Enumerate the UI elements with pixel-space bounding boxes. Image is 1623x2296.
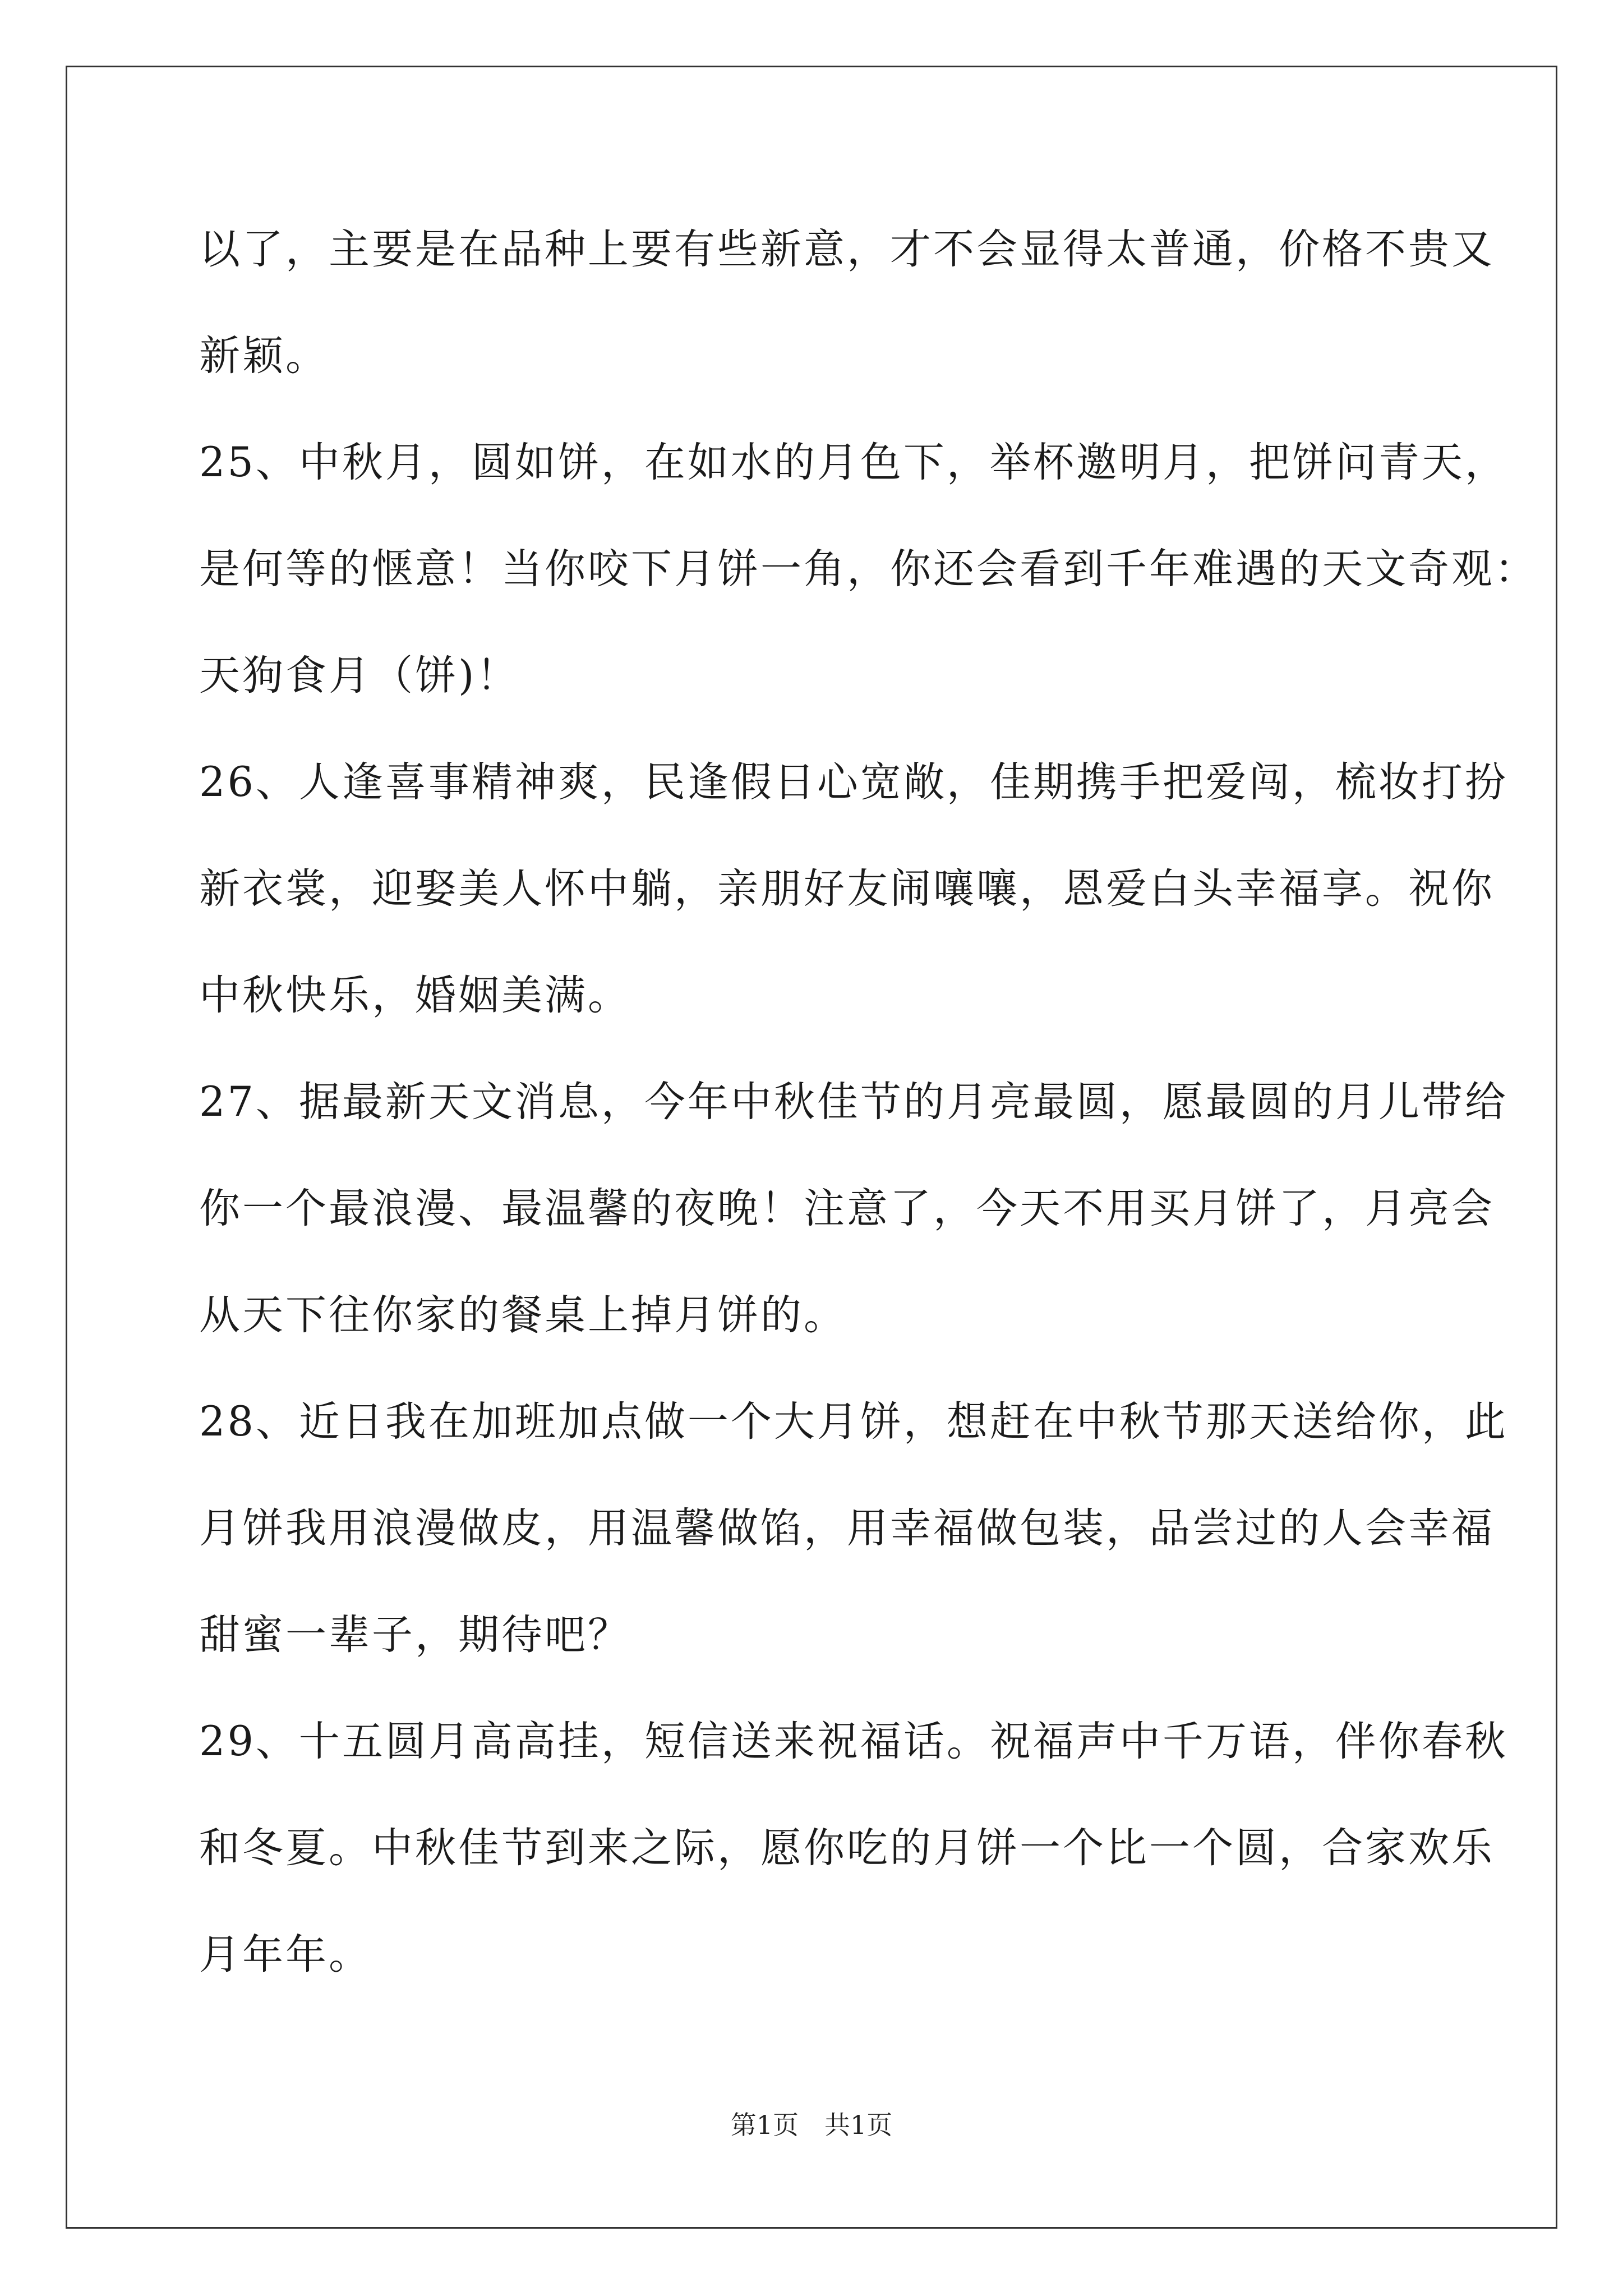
document-body (199, 216, 1538, 2028)
text-line: 是何等的惬意！当你咬下月饼一角，你还会看到千年难遇的天文奇观： (199, 545, 1538, 593)
page-number-current: 第1页 (730, 2110, 799, 2140)
text-line: 天狗食月（饼)！ (199, 652, 520, 700)
text-line: 28、近日我在加班加点做一个大月饼，想赶在中秋节那天送给你，此 (199, 1398, 1508, 1446)
text-line: 25、中秋月，圆如饼，在如水的月色下，举杯邀明月，把饼问青天， (199, 439, 1508, 486)
text-line: 26、人逢喜事精神爽，民逢假日心宽敞，佳期携手把爱闯，梳妆打扮 (199, 758, 1508, 806)
text-line: 新颖。 (199, 332, 329, 380)
page-footer (0, 2108, 1623, 2142)
text-line: 27、据最新天文消息，今年中秋佳节的月亮最圆，愿最圆的月儿带给 (199, 1078, 1508, 1126)
text-line: 月年年。 (199, 1931, 372, 1978)
page-number-total: 共1页 (824, 2110, 893, 2140)
text-line: 29、十五圆月高高挂，短信送来祝福话。祝福声中千万语，伴你春秋 (199, 1718, 1508, 1765)
text-line: 甜蜜一辈子，期待吧？ (199, 1611, 631, 1659)
text-line: 中秋快乐，婚姻美满。 (199, 972, 631, 1019)
text-line: 月饼我用浪漫做皮，用温馨做馅，用幸福做包装，品尝过的人会幸福 (199, 1504, 1495, 1552)
text-line: 和冬夏。中秋佳节到来之际，愿你吃的月饼一个比一个圆，合家欢乐 (199, 1824, 1495, 1872)
text-line: 从天下往你家的餐桌上掉月饼的。 (199, 1291, 847, 1339)
text-line: 你一个最浪漫、最温馨的夜晚！注意了，今天不用买月饼了，月亮会 (199, 1185, 1495, 1232)
text-line: 新衣裳，迎娶美人怀中躺，亲朋好友闹嚷嚷，恩爱白头幸福享。祝你 (199, 865, 1495, 913)
text-line: 以了，主要是在品种上要有些新意，才不会显得太普通，价格不贵又 (199, 226, 1495, 273)
